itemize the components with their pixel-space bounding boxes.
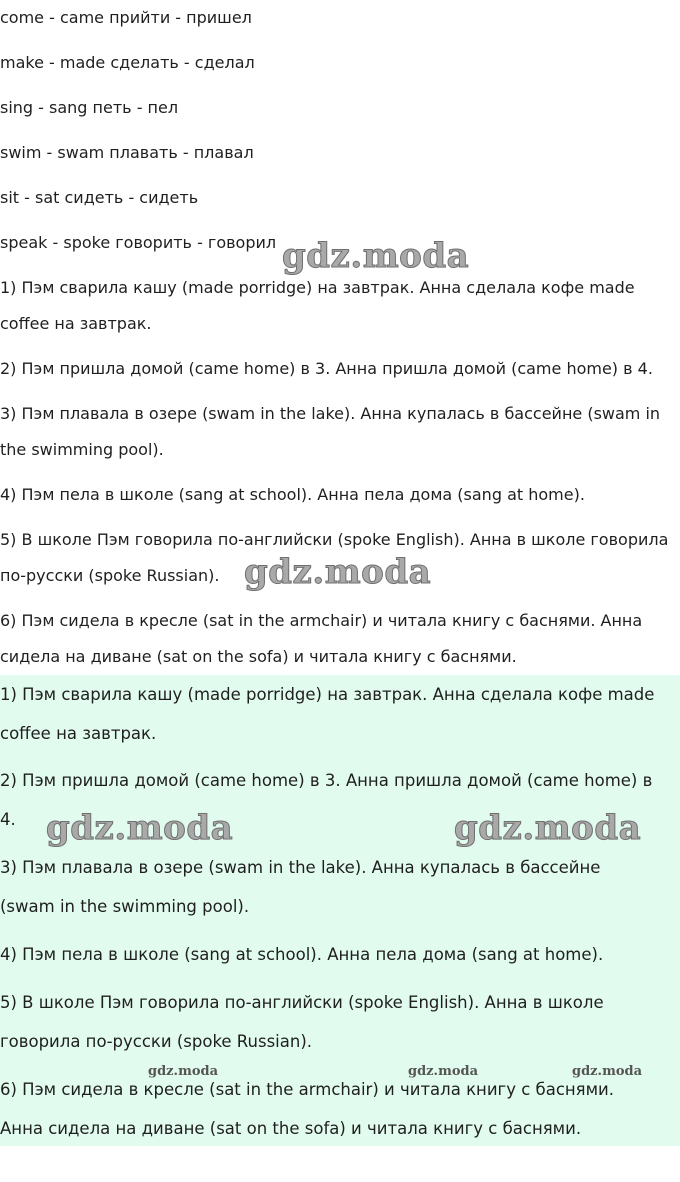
- answer-line: 5) В школе Пэм говорила по-английски (spoke English). Анна в школе говорила: [0, 530, 669, 549]
- watermark-logo: gdz.moda: [46, 808, 234, 848]
- answer-line: 2) Пэм пришла домой (came home) в 3. Анна пришла домой (came home) в 4.: [0, 359, 653, 378]
- answer-line: 4) Пэм пела в школе (sang at school). Анна пела дома (sang at home).: [0, 945, 604, 964]
- verb-line: sit - sat сидеть - сидеть: [0, 188, 199, 207]
- answer-line: 6) Пэм сидела в кресле (sat in the armchair) и читала книгу с баснями. Анна: [0, 611, 643, 630]
- verb-line: speak - spoke говорить - говорил: [0, 233, 277, 252]
- verb-line: swim - swam плавать - плавал: [0, 143, 254, 162]
- answer-line: 3) Пэм плавала в озере (swam in the lake). Анна купалась в бассейне (swam in: [0, 404, 661, 423]
- answer-line: coffee на завтрак.: [0, 724, 157, 743]
- watermark-logo: gdz.moda: [282, 236, 470, 276]
- verb-line: sing - sang петь - пел: [0, 98, 179, 117]
- answer-line: 5) В школе Пэм говорила по-английски (spoke English). Анна в школе: [0, 993, 604, 1012]
- answer-line: 1) Пэм сварила кашу (made porridge) на завтрак. Анна сделала кофе made: [0, 278, 635, 297]
- watermark-logo: gdz.moda: [572, 1064, 643, 1079]
- verb-line: make - made сделать - сделал: [0, 53, 255, 72]
- verb-line: come - came прийти - пришел: [0, 8, 252, 27]
- answer-line: по-русски (spoke Russian).: [0, 566, 220, 585]
- answer-line: 2) Пэм пришла домой (came home) в 3. Анна пришла домой (came home) в: [0, 771, 653, 790]
- answer-line: 6) Пэм сидела в кресле (sat in the armchair) и читала книгу с баснями.: [0, 1080, 615, 1099]
- answer-line: (swam in the swimming pool).: [0, 897, 250, 916]
- answer-line: 4) Пэм пела в школе (sang at school). Анна пела дома (sang at home).: [0, 485, 585, 504]
- answer-line: 3) Пэм плавала в озере (swam in the lake). Анна купалась в бассейне: [0, 858, 601, 877]
- answer-line: говорила по-русски (spoke Russian).: [0, 1032, 313, 1051]
- watermark-logo: gdz.moda: [148, 1064, 219, 1079]
- answer-line: 4.: [0, 810, 16, 829]
- answer-line: Анна сидела на диване (sat on the sofa) и читала книгу с баснями.: [0, 1119, 582, 1138]
- answer-line: the swimming pool).: [0, 440, 164, 459]
- answer-line: coffee на завтрак.: [0, 314, 152, 333]
- answer-line: 1) Пэм сварила кашу (made porridge) на завтрак. Анна сделала кофе made: [0, 685, 655, 704]
- watermark-logo: gdz.moda: [408, 1064, 479, 1079]
- answer-line: сидела на диване (sat on the sofa) и читала книгу с баснями.: [0, 647, 517, 666]
- watermark-logo: gdz.moda: [244, 552, 432, 592]
- watermark-logo: gdz.moda: [454, 808, 642, 848]
